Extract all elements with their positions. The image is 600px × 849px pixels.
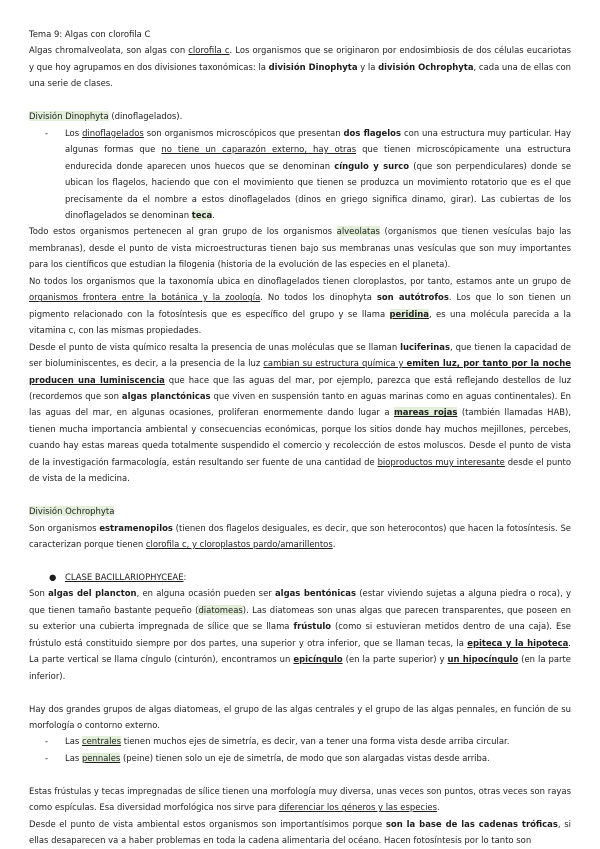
section-heading-dinophyta: División Dinophyta (dinoflagelados). bbox=[29, 111, 183, 122]
intro-paragraph: Algas chromalveolata, son algas con clorofila c. Los organismos que se originaron por endosimbiosis de dos células eucariotas y que hoy agrupamos en dos divisiones taxonómicas: la división Dinophyta y la división Ochrophyta, cada una de ellas con una serie de clases. bbox=[29, 45, 571, 89]
paragraph: Hay dos grandes grupos de algas diatomeas, el grupo de las algas centrales y el grupo de las algas pennales, en función de su morfología o contorno externo. bbox=[29, 703, 571, 730]
paragraph: Estas frústulas y tecas impregnadas de sílice tienen una morfología muy diversa, unas veces son puntos, otras veces son rayas como espículas. Esa diversidad morfológica nos sirve para diferenciar los géneros y las especies. bbox=[29, 785, 571, 813]
list-item: - Las pennales (peine) tienen solo un eje de simetría, de modo que son alargadas vistas desde arriba. bbox=[45, 752, 490, 763]
list-item: - Las centrales tienen muchos ejes de simetría, es decir, van a tener una forma vista desde arriba circular. bbox=[45, 736, 510, 747]
paragraph: Son algas del plancton, en alguna ocasión pueden ser algas bentónicas (estar viviendo sujetas a alguna piedra o roca), y que tienen tamaño bastante pequeño (diatomeas). Las diatomeas son unas algas que parecen transparentes, que poseen en su exterior una cubierta impregnada de sílice que se llama frústulo (como si estuvieran metidos dentro de una caja). Ese frústulo está constituido siempre por dos partes, una superior y otra inferior, que se llaman tecas, la epiteca y la hipoteca. La parte vertical se llama cíngulo (cinturón), encontramos un epicíngulo (en la parte superior) y un hipocíngulo (en la parte inferior). bbox=[29, 588, 572, 681]
paragraph: Desde el punto de vista químico resalta la presencia de unas moléculas que se llaman luciferinas, que tienen la capacidad de ser bioluminiscentes, es decir, a la presencia de la luz cambian su estructura química y emiten luz, por tanto por la noche producen una luminiscencia que hace que las aguas del mar, por ejemplo, parezca que está reflejando destellos de luz (recordemos que son algas planctónicas que viven en suspensión tanto en aguas marinas como en aguas continentales). En las aguas del mar, en algunas ocasiones, proliferan enormemente dando lugar a mareas rojas (también llamadas HAB), tienen mucha importancia ambiental y consecuencias económicas, porque los sitios donde hay muchos mejillones, percebes, cuando hay estas mareas queda totalmente suspendido el comercio y recolección de estos moluscos. Desde el punto de vista de la investigación farmacología, están resultando ser fuente de una cantidad de bioproductos muy interesante desde el punto de vista de la medicina. bbox=[29, 341, 572, 484]
paragraph: Desde el punto de vista ambiental estos organismos son importantísimos porque son la base de las cadenas tróficas, si ellas desaparecen va a haber problemas en toda la cadena alimentaria del océano. Hacen fotosíntesis por lo tanto son bbox=[29, 818, 571, 846]
page-title: Tema 9: Algas con clorofila C bbox=[29, 29, 151, 39]
paragraph: Todo estos organismos pertenecen al gran grupo de los organismos alveolatas (organismos que tienen vesículas bajo las membranas), desde el punto de vista microestructuras tienen bajo sus membranas unas vesículas que son muy importantes para los científicos que estudian la filogenia (historia de la evolución de las especies en el planeta). bbox=[29, 226, 571, 270]
list-item: - Los dinoflagelados son organismos microscópicos que presentan dos flagelos con una estructura muy particular. Hay algunas formas que no tiene un caparazón externo, hay otras que tienen microscópicamente una estructura endurecida donde aparecen unos huecos que se denominan cíngulo y surco (que son perpendiculares) donde se ubican los flagelos, haciendo que con el movimiento que tienen se produzca un movimiento rotatorio que es el que precisamente da el nombre a estos dinoflagelados (dinos en griego significa dinamo, girar). Las cubiertas de los dinoflagelados se denominan teca. bbox=[45, 127, 572, 220]
section-heading-ochrophyta: División Ochrophyta bbox=[29, 506, 115, 517]
document-page bbox=[29, 26, 571, 849]
paragraph: Son organismos estramenopilos (tienen dos flagelos desiguales, es decir, que son heterocontos) que hacen la fotosíntesis. Se caracterizan porque tienen clorofila c, y cloroplastos pardo/amarillentos. bbox=[29, 522, 571, 550]
class-heading: ● CLASE BACILLARIOPHYCEAE: bbox=[49, 571, 187, 582]
paragraph: No todos los organismos que la taxonomía ubica en dinoflagelados tienen cloroplastos, por tanto, estamos ante un grupo de organismos frontera entre la botánica y la zoología. No todos los dinophyta son autótrofos. Los que lo son tienen un pigmento relacionado con la fotosíntesis que es específico del grupo y se llama peridina, es una molécula parecida a la vitamina c, con las mismas propiedades. bbox=[29, 275, 571, 336]
